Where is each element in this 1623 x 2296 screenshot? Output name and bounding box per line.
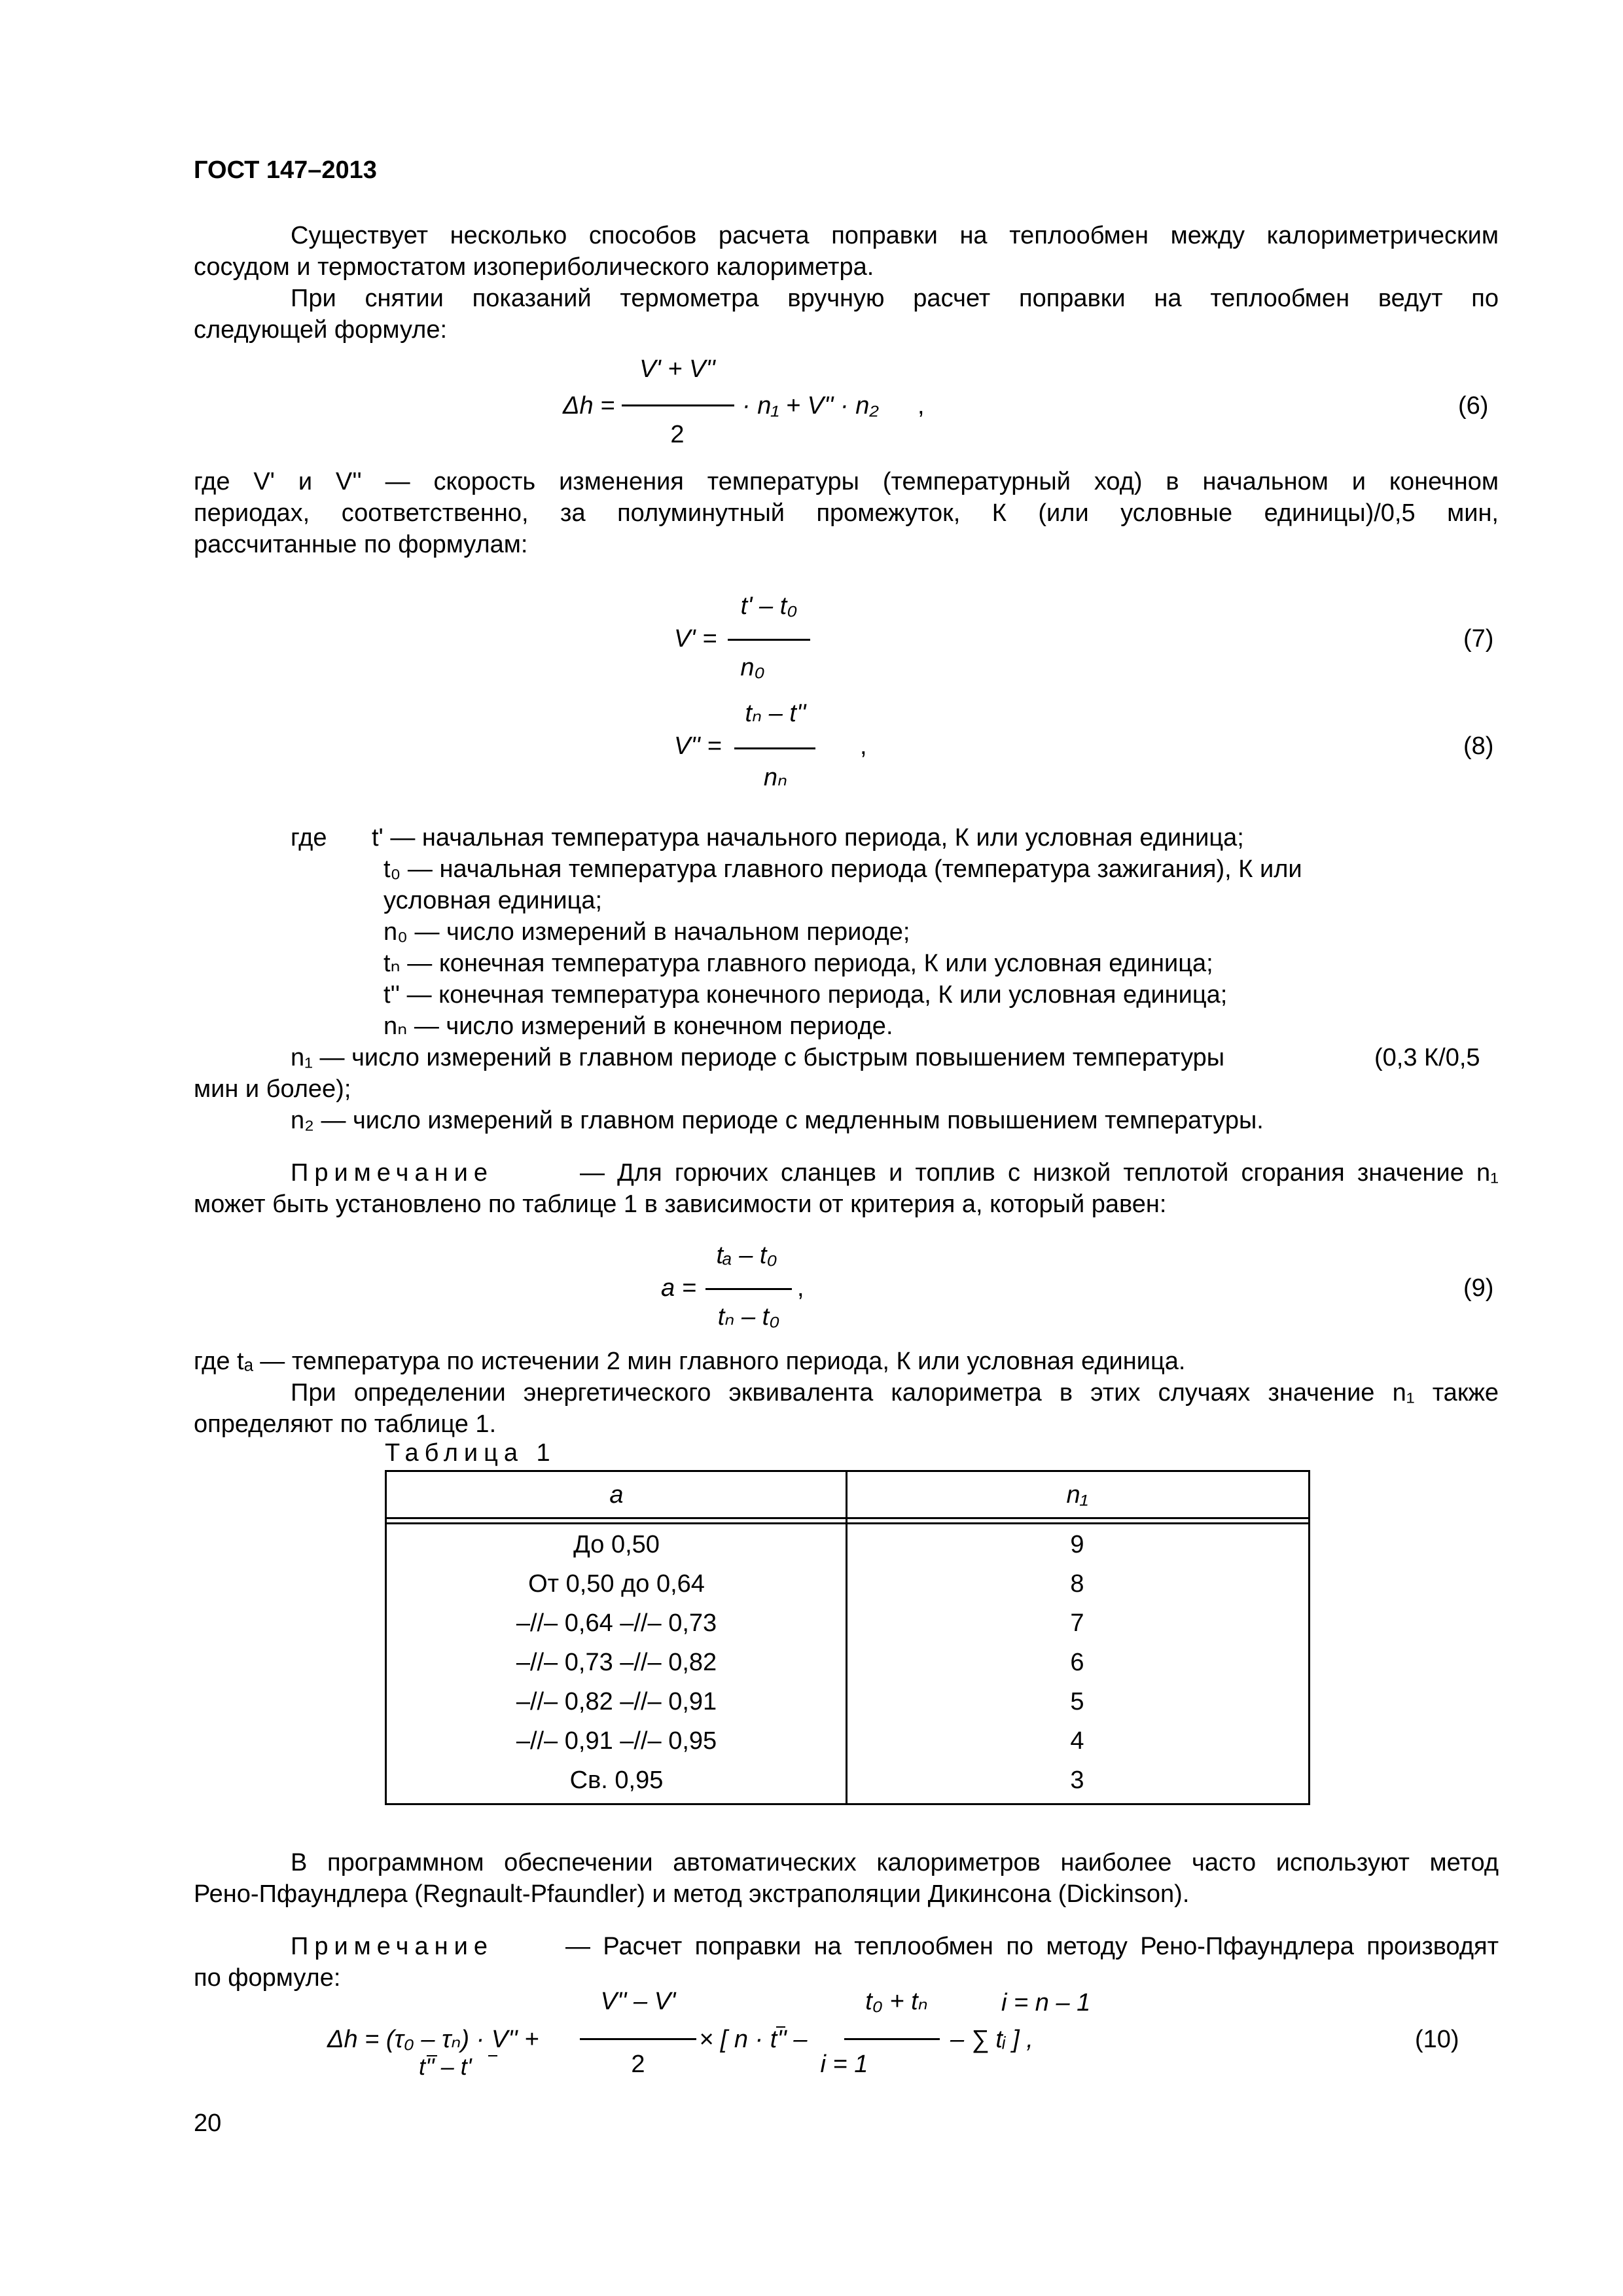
definition-item: мин и более); bbox=[194, 1075, 351, 1103]
note-label: Примечание bbox=[291, 1933, 493, 1960]
eq10-fraction2-numerator: t₀ + tₙ bbox=[865, 1988, 928, 2015]
table-cell: 3 bbox=[1070, 1767, 1084, 1794]
table-column-divider bbox=[846, 1470, 847, 1805]
table-cell: 9 bbox=[1070, 1531, 1084, 1558]
definition-item: (0,3 К/0,5 bbox=[1374, 1044, 1480, 1071]
table-header-rule bbox=[385, 1517, 1310, 1519]
eq8-numerator: tₙ – t'' bbox=[745, 700, 806, 727]
paragraph-line: Существует несколько способов расчета поправки на теплообмен между калориметрическим bbox=[291, 222, 1499, 249]
eq6-lhs: Δh = bbox=[563, 392, 615, 420]
paragraph-line: где V' и V'' — скорость изменения температуры (температурный ход) в начальном и конечном bbox=[194, 468, 1499, 495]
eq9-lhs: a = bbox=[661, 1274, 696, 1302]
definition-item: n₂ — число измерений в главном периоде с медленным повышением температуры. bbox=[291, 1107, 1264, 1134]
eq7-numerator: t' – t₀ bbox=[740, 592, 798, 620]
definition-item: n₀ — число измерений в начальном периоде; bbox=[383, 918, 910, 946]
table-header-cell: n₁ bbox=[1066, 1481, 1088, 1509]
definition-item: t' — начальная температура начального периода, К или условная единица; bbox=[372, 824, 1244, 852]
table-header-cell: a bbox=[609, 1481, 624, 1509]
table-cell: –//– 0,64 –//– 0,73 bbox=[516, 1609, 717, 1637]
eq8-fraction-bar bbox=[734, 747, 815, 749]
eq10-fraction2-denominator: i = 1 bbox=[820, 2051, 868, 2078]
overline-mark bbox=[427, 2055, 437, 2056]
document-id: ГОСТ 147–2013 bbox=[194, 156, 377, 184]
eq7-lhs: V' = bbox=[674, 625, 717, 653]
table-cell: 4 bbox=[1070, 1727, 1084, 1755]
paragraph-line: периодах, соответственно, за полуминутный промежуток, К (или условные единицы)/0,5 мин, bbox=[194, 499, 1499, 527]
table-cell: 5 bbox=[1070, 1688, 1084, 1715]
eq9-denominator: tₙ – t₀ bbox=[717, 1303, 780, 1331]
table-cell: 7 bbox=[1070, 1609, 1084, 1637]
eq9-numerator: tₐ – t₀ bbox=[716, 1242, 777, 1269]
table-cell: 6 bbox=[1070, 1649, 1084, 1676]
eq9-fraction-bar bbox=[705, 1288, 792, 1290]
definition-item: условная единица; bbox=[383, 887, 603, 914]
note-text: — Расчет поправки на теплообмен по методу Рено-Пфаундлера производят bbox=[565, 1933, 1499, 1960]
note-text: — Для горючих сланцев и топлив с низкой теплотой сгорания значение n₁ bbox=[580, 1159, 1499, 1187]
eq10-lhs: Δh = (τ₀ – τₙ) · V'' + bbox=[327, 2026, 539, 2053]
paragraph-line: рассчитанные по формулам: bbox=[194, 531, 528, 558]
paragraph-line: где tₐ — температура по истечении 2 мин главного периода, К или условная единица. bbox=[194, 1348, 1186, 1375]
equation-number: (6) bbox=[1458, 392, 1489, 420]
eq10-fraction1-bar bbox=[580, 2038, 696, 2040]
eq10-lhs-denominator: t'' – t' bbox=[419, 2053, 472, 2080]
overline-mark bbox=[776, 2026, 785, 2028]
where-label: где bbox=[291, 824, 327, 852]
definition-item: t'' — конечная температура конечного периода, К или условная единица; bbox=[383, 981, 1228, 1009]
eq9-comma: , bbox=[797, 1274, 804, 1302]
eq8-denominator: nₙ bbox=[763, 764, 788, 791]
table-cell: До 0,50 bbox=[573, 1531, 660, 1558]
eq6-denominator: 2 bbox=[670, 421, 685, 448]
eq7-fraction-bar bbox=[728, 639, 810, 641]
overline-mark bbox=[488, 2055, 497, 2056]
paragraph-line: сосудом и термостатом изопериболического калориметра. bbox=[194, 253, 874, 281]
eq6-comma: , bbox=[918, 392, 925, 420]
definition-item: nₙ — число измерений в конечном периоде. bbox=[383, 1013, 893, 1040]
eq10-bracket: × [ n · t'' – bbox=[699, 2026, 808, 2053]
eq6-rest: · n₁ + V'' · n₂ bbox=[742, 392, 879, 420]
paragraph-line: В программном обеспечении автоматических калориметров наиболее часто используют метод bbox=[291, 1849, 1499, 1876]
note-text: может быть установлено по таблице 1 в зависимости от критерия a, который равен: bbox=[194, 1191, 1167, 1218]
equation-number: (10) bbox=[1415, 2026, 1459, 2053]
eq10-fraction2-bar bbox=[844, 2038, 940, 2040]
eq6-numerator: V' + V'' bbox=[639, 355, 715, 383]
eq10-fraction1-denominator: 2 bbox=[631, 2051, 645, 2078]
eq8-comma: , bbox=[860, 732, 867, 760]
table-header-rule bbox=[385, 1522, 1310, 1524]
eq7-denominator: n₀ bbox=[740, 654, 765, 681]
table-cell: –//– 0,91 –//– 0,95 bbox=[516, 1727, 717, 1755]
eq10-fraction1-numerator: V'' – V' bbox=[600, 1988, 676, 2015]
equation-number: (8) bbox=[1463, 732, 1494, 760]
eq10-sum-upper: i = n – 1 bbox=[1001, 1989, 1091, 2017]
eq10-sum: – ∑ tᵢ ] , bbox=[950, 2026, 1033, 2053]
eq8-lhs: V'' = bbox=[674, 732, 722, 760]
paragraph-line: следующей формуле: bbox=[194, 316, 448, 344]
definition-item: t₀ — начальная температура главного периода (температура зажигания), К или bbox=[383, 855, 1302, 883]
note-text: по формуле: bbox=[194, 1964, 341, 1992]
table-cell: 8 bbox=[1070, 1570, 1084, 1598]
equation-number: (7) bbox=[1463, 625, 1494, 653]
table-cell: –//– 0,73 –//– 0,82 bbox=[516, 1649, 717, 1676]
table-cell: От 0,50 до 0,64 bbox=[528, 1570, 705, 1598]
paragraph-line: Рено-Пфаундлера (Regnault-Pfaundler) и метод экстраполяции Дикинсона (Dickinson). bbox=[194, 1880, 1190, 1908]
page-number: 20 bbox=[194, 2109, 222, 2137]
equation-number: (9) bbox=[1463, 1274, 1494, 1302]
paragraph-line: определяют по таблице 1. bbox=[194, 1410, 497, 1438]
table-cell: Св. 0,95 bbox=[569, 1767, 664, 1794]
paragraph-line: При определении энергетического эквивалента калориметра в этих случаях значение n₁ также bbox=[291, 1379, 1499, 1407]
definition-item: n₁ — число измерений в главном периоде с быстрым повышением температуры bbox=[291, 1044, 1225, 1071]
eq6-fraction-bar bbox=[622, 404, 734, 406]
paragraph-line: При снятии показаний термометра вручную расчет поправки на теплообмен ведут по bbox=[291, 285, 1499, 312]
note-label: Примечание bbox=[291, 1159, 493, 1187]
table-cell: –//– 0,82 –//– 0,91 bbox=[516, 1688, 717, 1715]
definition-item: tₙ — конечная температура главного периода, К или условная единица; bbox=[383, 950, 1213, 977]
table-caption: Таблица 1 bbox=[385, 1439, 556, 1467]
